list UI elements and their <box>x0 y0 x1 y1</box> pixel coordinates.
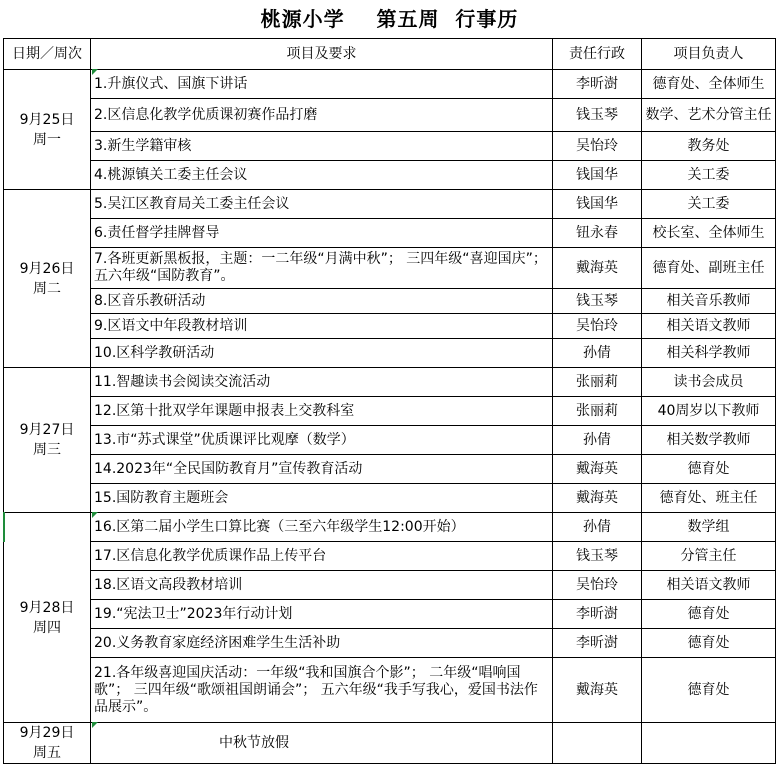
table-row <box>4 571 776 600</box>
page-title: 桃源小学 第五周 行事历 <box>260 7 519 31</box>
table-row <box>4 219 776 248</box>
day-weekday: 周五 <box>33 745 61 761</box>
admin-cell: 戴海英 <box>553 484 642 513</box>
item-cell: 5.吴江区教育局关工委主任会议 <box>91 190 553 219</box>
table-row <box>4 339 776 368</box>
cell-marker <box>92 512 98 518</box>
owner-cell: 校长室、全体师生 <box>642 219 776 248</box>
admin-cell: 钮永春 <box>553 219 642 248</box>
admin-cell: 钱国华 <box>553 161 642 190</box>
day-weekday: 周二 <box>33 280 61 297</box>
owner-cell: 分管主任 <box>642 542 776 571</box>
item-cell: 15.国防教育主题班会 <box>91 484 553 513</box>
admin-cell: 钱玉琴 <box>553 99 642 132</box>
table-row <box>4 397 776 426</box>
table-row <box>4 513 776 542</box>
item-cell: 1.升旗仪式、国旗下讲话 <box>91 70 553 99</box>
admin-cell: 李昕澍 <box>553 70 642 99</box>
admin-cell: 吴怡玲 <box>553 314 642 339</box>
table-row <box>4 455 776 484</box>
schedule-body <box>4 70 776 764</box>
day-weekday: 周三 <box>33 442 61 458</box>
owner-cell: 相关科学教师 <box>642 339 776 368</box>
item-cell: 14.2023年“全民国防教育月”宣传教育活动 <box>91 455 553 484</box>
table-row <box>4 161 776 190</box>
day-date: 9月27日 <box>19 422 75 438</box>
day-date: 9月29日 <box>19 725 75 741</box>
day-cell <box>4 723 91 764</box>
owner-cell: 德育处 <box>642 600 776 629</box>
header-row <box>4 39 776 70</box>
day-date: 9月28日 <box>19 599 75 616</box>
admin-cell: 钱玉琴 <box>553 542 642 571</box>
table-row <box>4 368 776 397</box>
owner-cell: 关工委 <box>642 161 776 190</box>
admin-cell: 钱国华 <box>553 190 642 219</box>
table-row <box>4 314 776 339</box>
owner-cell: 德育处 <box>642 629 776 658</box>
item-cell: 18.区语文高段教材培训 <box>91 571 553 600</box>
owner-cell: 40周岁以下教师 <box>642 397 776 426</box>
day-date: 9月26日 <box>19 260 75 277</box>
table-row <box>4 484 776 513</box>
admin-cell: 孙倩 <box>553 426 642 455</box>
owner-cell: 教务处 <box>642 132 776 161</box>
table-row <box>4 248 776 289</box>
owner-cell: 相关数学教师 <box>642 426 776 455</box>
table-row <box>4 132 776 161</box>
admin-cell: 孙倩 <box>553 339 642 368</box>
admin-cell: 张丽莉 <box>553 368 642 397</box>
admin-cell: 吴怡玲 <box>553 571 642 600</box>
table-row <box>4 426 776 455</box>
owner-cell: 德育处、班主任 <box>642 484 776 513</box>
item-cell: 17.区信息化教学优质课作品上传平台 <box>91 542 553 571</box>
cell-marker <box>92 722 98 728</box>
day-cell <box>4 190 91 368</box>
table-row <box>4 190 776 219</box>
item-cell: 7.各班更新黑板报，主题：一二年级“月满中秋”； 三四年级“喜迎国庆”；五六年级“国防教育”。 <box>91 248 553 289</box>
header-items: 项目及要求 <box>91 39 553 70</box>
owner-cell: 德育处、全体师生 <box>642 70 776 99</box>
item-cell: 8.区音乐教研活动 <box>91 289 553 314</box>
owner-cell: 相关语文教师 <box>642 314 776 339</box>
day-cell <box>4 368 91 513</box>
item-cell: 12.区第十批双学年课题申报表上交教科室 <box>91 397 553 426</box>
owner-cell: 德育处 <box>642 455 776 484</box>
item-cell: 2.区信息化教学优质课初赛作品打磨 <box>91 99 553 132</box>
admin-cell: 李昕澍 <box>553 600 642 629</box>
item-cell: 19.“宪法卫士”2023年行动计划 <box>91 600 553 629</box>
owner-cell: 相关音乐教师 <box>642 289 776 314</box>
admin-cell <box>553 723 642 764</box>
table-row <box>4 600 776 629</box>
admin-cell: 张丽莉 <box>553 397 642 426</box>
owner-cell <box>642 723 776 764</box>
cell-marker <box>92 69 98 75</box>
table-row <box>4 70 776 99</box>
item-cell: 13.市“苏式课堂”优质课评比观摩（数学） <box>91 426 553 455</box>
table-row <box>4 289 776 314</box>
header-owner: 项目负责人 <box>642 39 776 70</box>
header-admin: 责任行政 <box>553 39 642 70</box>
day-date: 9月25日 <box>19 111 75 128</box>
item-cell: 9.区语文中年段教材培训 <box>91 314 553 339</box>
table-row <box>4 542 776 571</box>
table-row <box>4 99 776 132</box>
table-row <box>4 629 776 658</box>
item-cell: 10.区科学教研活动 <box>91 339 553 368</box>
table-row <box>4 723 776 764</box>
owner-cell: 数学组 <box>642 513 776 542</box>
item-cell: 20.义务教育家庭经济困难学生生活补助 <box>91 629 553 658</box>
admin-cell: 李昕澍 <box>553 629 642 658</box>
owner-cell: 相关语文教师 <box>642 571 776 600</box>
item-cell: 16.区第二届小学生口算比赛（三至六年级学生12:00开始） <box>91 513 553 542</box>
owner-cell: 关工委 <box>642 190 776 219</box>
owner-cell: 德育处 <box>642 658 776 723</box>
day-cell <box>4 513 91 723</box>
item-cell: 21.各年级喜迎国庆活动：一年级“我和国旗合个影”； 二年级“唱响国歌”； 三四年级“歌颂祖国朗诵会”； 五六年级“我手写我心，爱国书法作品展示”。 <box>91 658 553 723</box>
owner-cell: 读书会成员 <box>642 368 776 397</box>
day-weekday: 周一 <box>33 131 61 148</box>
admin-cell: 孙倩 <box>553 513 642 542</box>
owner-cell: 数学、艺术分管主任 <box>642 99 776 132</box>
schedule-table <box>3 38 776 764</box>
item-cell: 11.智趣读书会阅读交流活动 <box>91 368 553 397</box>
item-cell: 3.新生学籍审核 <box>91 132 553 161</box>
admin-cell: 戴海英 <box>553 658 642 723</box>
owner-cell: 德育处、副班主任 <box>642 248 776 289</box>
admin-cell: 钱玉琴 <box>553 289 642 314</box>
selection-edge <box>3 512 5 542</box>
admin-cell: 戴海英 <box>553 248 642 289</box>
admin-cell: 戴海英 <box>553 455 642 484</box>
admin-cell: 吴怡玲 <box>553 132 642 161</box>
item-cell: 4.桃源镇关工委主任会议 <box>91 161 553 190</box>
item-cell: 6.责任督学挂牌督导 <box>91 219 553 248</box>
day-weekday: 周四 <box>33 619 61 636</box>
day-cell <box>4 70 91 190</box>
item-cell: 中秋节放假 <box>91 723 553 764</box>
table-row <box>4 658 776 723</box>
header-date-week: 日期／周次 <box>4 39 91 70</box>
